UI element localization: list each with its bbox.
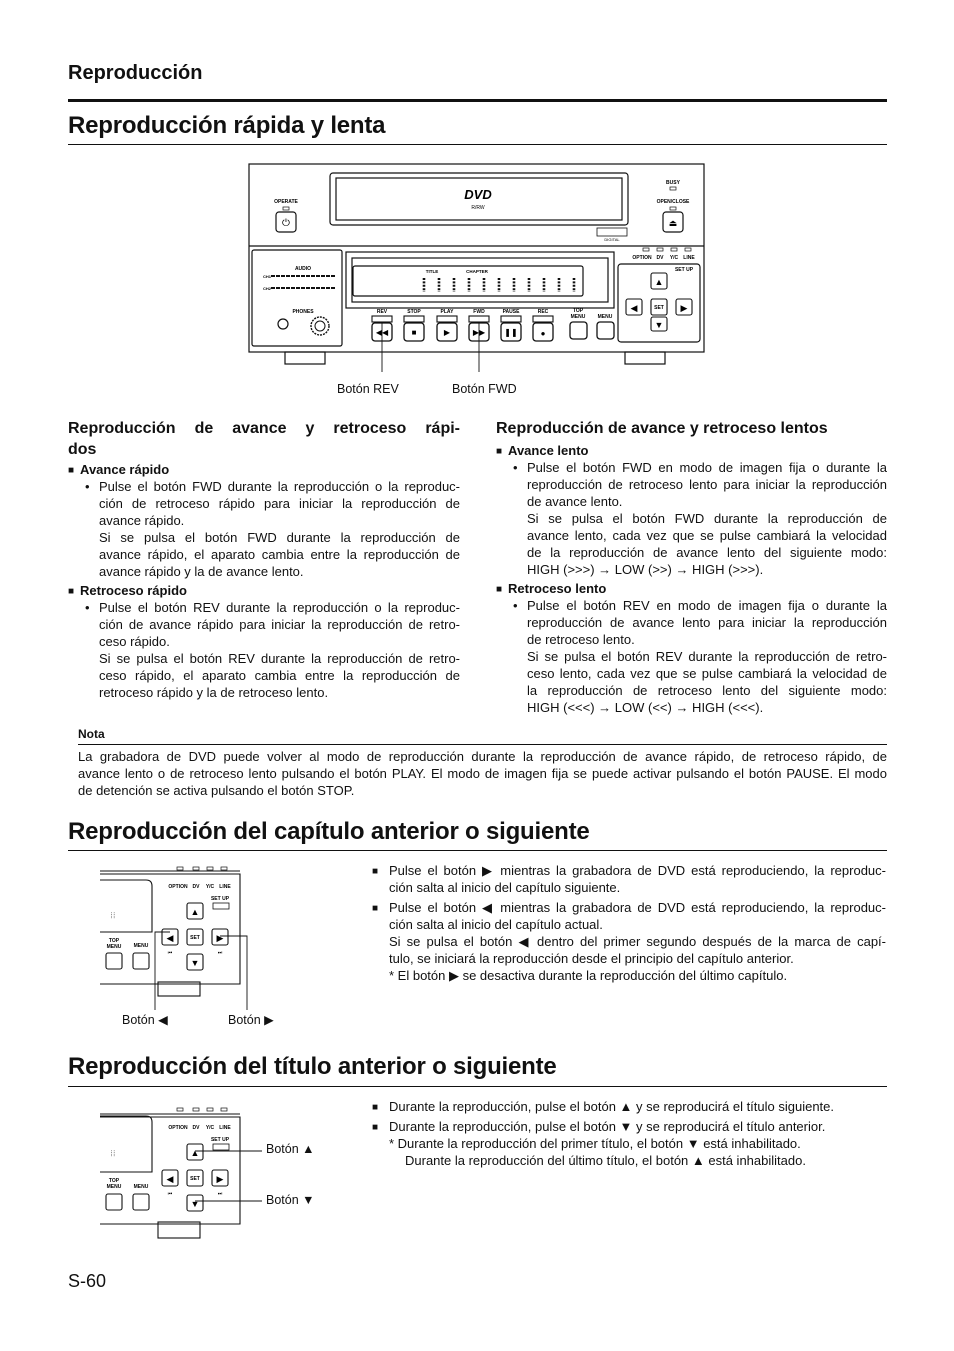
caption-prev-button: Botón ◀ xyxy=(122,1013,168,1027)
note-label: Nota xyxy=(78,727,105,741)
chapter-note: * El botón ▶ se desactiva durante la reproducción del último capítulo. xyxy=(389,968,788,983)
svg-text:TOP: TOP xyxy=(108,938,120,944)
title-bullet-next: ■ Durante la reproducción, pulse el botón ▲ y se reproducirá el título siguiente. xyxy=(369,1098,886,1115)
text-fast-forward: • Pulse el botón FWD durante la reproducción o la reproduc- ción de retroceso rápido para iniciar la reproducción de avance rápido. Si se pulsa el botón FWD durante la reproducción de avance rápido, el aparato cambia entre la reproducción de avance rápido y la de avance lento. xyxy=(68,478,460,580)
caption-rev-button: Botón REV xyxy=(337,382,399,396)
note-rule xyxy=(78,744,887,745)
svg-text:⏏: ⏏ xyxy=(668,218,678,228)
svg-text:SET UP: SET UP xyxy=(210,1137,230,1143)
svg-text:▼: ▼ xyxy=(654,320,664,330)
text-slow-reverse: • Pulse el botón REV en modo de imagen fija o durante la reproducción de avance lento para iniciar la reproducción de retroceso lento. Si se pulsa el botón REV durante la reproducción de retro- ceso lento, cada vez que se pulse cambiará la velocidad de la reproducción de retroceso lento del siguiente modo: HIGH (<<<) → LOW (<<) → HIGH (<<<). xyxy=(496,597,887,716)
svg-text:SET UP: SET UP xyxy=(674,267,694,273)
chapter-bullet-prev: ■ Pulse el botón ◀ mientras la grabadora de DVD está reproduciendo, la reproduc- ción salta al inicio del capítulo actual. Si se pulsa el botón ◀ dentro del primer segundo después de la marca de capí- tulo, se iniciará la reproducción desde el principio del capítulo anterior. xyxy=(369,899,886,967)
menu-button xyxy=(597,322,614,339)
svg-text:Y/C: Y/C xyxy=(669,255,679,261)
svg-text:OPERATE: OPERATE xyxy=(274,199,298,205)
svg-text:LINE: LINE xyxy=(219,1125,231,1131)
svg-text:TITLE: TITLE xyxy=(425,269,439,274)
dvd-logo: DVD xyxy=(464,187,492,202)
dvd-recorder-front-panel xyxy=(240,160,714,372)
title-bullet-prev: ■ Durante la reproducción, pulse el botón ▼ y se reproducirá el título anterior. xyxy=(369,1118,886,1135)
svg-text:⏭: ⏭ xyxy=(217,950,223,956)
sub-slow-forward: ■ Avance lento xyxy=(496,443,887,458)
svg-text:▼: ▼ xyxy=(190,1199,200,1209)
svg-text:⏭: ⏭ xyxy=(217,1191,223,1197)
sub-fast-forward: ■ Avance rápido xyxy=(68,462,460,477)
sub-fast-reverse: ■ Retroceso rápido xyxy=(68,583,460,598)
fast-playback-column: Reproducción de avance y retroceso rápi- dos ■ Avance rápido • Pulse el botón FWD durante la reproducción o la reproduc- ción de retroceso rápido para iniciar la reproducción de avance rápido. Si se pulsa el botón FWD durante la reproducción de avance rápido, el aparato cambia entre la reproducción de avance rápido y la de avance lento. ■ Retroceso rápido • Pulse el botón REV durante la reproducción o la reproduc- ción de avance rápido para iniciar la reproducción de retro- ceso rápido. Si se pulsa el botón REV durante la reproducción de retro- ceso rápido, el aparato cambia entre la reproducción de retroceso rápido y la de retroceso lento. xyxy=(68,418,460,701)
svg-text:CHAPTER: CHAPTER xyxy=(466,269,488,274)
svg-text:SET: SET xyxy=(654,305,664,311)
svg-text:BUSY: BUSY xyxy=(666,180,680,186)
svg-text:SET UP: SET UP xyxy=(210,896,230,902)
title-instructions xyxy=(369,1098,886,1169)
svg-text:DV: DV xyxy=(192,884,200,890)
svg-text:DV: DV xyxy=(192,1125,200,1131)
svg-text:MENU: MENU xyxy=(106,944,122,950)
caption-next-button: Botón ▶ xyxy=(228,1013,274,1027)
sub-slow-reverse: ■ Retroceso lento xyxy=(496,581,887,596)
svg-text:▲: ▲ xyxy=(654,277,664,287)
svg-text:MENU: MENU xyxy=(570,314,586,320)
svg-text:MENU: MENU xyxy=(133,943,149,949)
header-rule xyxy=(68,99,887,102)
svg-text:CH2: CH2 xyxy=(263,286,272,291)
svg-text:▲: ▲ xyxy=(190,1148,200,1158)
svg-text:OPEN/CLOSE: OPEN/CLOSE xyxy=(656,199,690,205)
svg-text:REC: REC xyxy=(537,309,549,315)
svg-text:STOP: STOP xyxy=(407,309,421,315)
svg-text:Y/C: Y/C xyxy=(205,1125,215,1131)
svg-text:■: ■ xyxy=(411,328,417,337)
note-text: La grabadora de DVD puede volver al modo de reproducción durante la reproducción de avance rápido, de retroceso rápido, de avance lento o de retroceso lento pulsando el botón PLAY. El modo de imagen fija se puede activar pulsando el botón PAUSE. El modo de detención se activa pulsando el botón STOP. xyxy=(78,749,887,798)
svg-text:TOP: TOP xyxy=(108,1178,120,1184)
svg-text:PLAY: PLAY xyxy=(440,309,454,315)
svg-text:▶: ▶ xyxy=(443,328,451,337)
svg-text:FWD: FWD xyxy=(473,309,485,315)
svg-text:OPTION: OPTION xyxy=(632,255,652,261)
section-title-chapter: Reproducción del capítulo anterior o siguiente xyxy=(68,818,590,845)
svg-text:DV: DV xyxy=(656,255,664,261)
chapter-instructions xyxy=(369,862,886,984)
svg-text:❚❚: ❚❚ xyxy=(504,328,518,337)
svg-text:TOP: TOP xyxy=(572,308,584,314)
caption-fwd-button: Botón FWD xyxy=(452,382,517,396)
svg-text:OPTION: OPTION xyxy=(168,884,188,890)
svg-text:MENU: MENU xyxy=(133,1184,149,1190)
slow-playback-column xyxy=(496,418,887,716)
svg-text:◀: ◀ xyxy=(166,933,174,943)
caption-up-button: Botón ▲ xyxy=(266,1142,315,1156)
svg-text:MENU: MENU xyxy=(106,1184,122,1190)
svg-text:▼: ▼ xyxy=(190,958,200,968)
title-keys-illustration xyxy=(96,1098,326,1244)
title-section-rule xyxy=(68,1086,887,1087)
svg-text:▶: ▶ xyxy=(216,933,224,943)
svg-text:::::: :::: xyxy=(109,1150,115,1157)
svg-text:REV: REV xyxy=(376,309,388,315)
svg-text:AUDIO: AUDIO xyxy=(294,266,312,272)
svg-text:▶▶: ▶▶ xyxy=(472,328,486,337)
title-rule xyxy=(68,144,887,145)
chapter-title-rule xyxy=(68,850,887,851)
section-title-title: Reproducción del título anterior o siguiente xyxy=(68,1053,557,1080)
svg-text:LINE: LINE xyxy=(219,884,231,890)
chapter-bullet-next: ■ Pulse el botón ▶ mientras la grabadora de DVD está reproduciendo, la reproduc- ción salta al inicio del capítulo siguiente. xyxy=(369,862,886,896)
svg-text:SET: SET xyxy=(190,935,200,941)
svg-text:CH1: CH1 xyxy=(263,274,272,279)
svg-text:◀◀: ◀◀ xyxy=(375,328,389,337)
heading-fast: Reproducción de avance y retroceso rápi- xyxy=(68,420,460,437)
section-title-fast-slow: Reproducción rápida y lenta xyxy=(68,112,386,139)
svg-text:◀: ◀ xyxy=(630,303,638,313)
text-fast-reverse: • Pulse el botón REV durante la reproducción o la reproduc- ción de avance rápido para iniciar la reproducción de retro- ceso rápido. Si se pulsa el botón REV durante la reproducción de retro- ceso rápido, el aparato cambia entre la reproducción de retroceso rápido y la de retroceso lento. xyxy=(68,599,460,701)
svg-text:⏮: ⏮ xyxy=(167,950,173,956)
svg-text:Y/C: Y/C xyxy=(205,884,215,890)
svg-text:⏮: ⏮ xyxy=(167,1191,173,1197)
chapter-keys-illustration xyxy=(96,862,256,1020)
svg-text:SET: SET xyxy=(190,1176,200,1182)
svg-text:▲: ▲ xyxy=(190,907,200,917)
svg-text:◀: ◀ xyxy=(166,1174,174,1184)
svg-text:MENU: MENU xyxy=(597,314,613,320)
svg-text:⏻: ⏻ xyxy=(282,218,290,229)
top-menu-button xyxy=(570,322,587,339)
section-label: Reproducción xyxy=(68,62,203,84)
svg-text:DIGITAL: DIGITAL xyxy=(604,237,620,242)
svg-text:R/RW: R/RW xyxy=(471,205,485,211)
heading-slow: Reproducción de avance y retroceso lentos xyxy=(496,420,828,437)
page-number: S-60 xyxy=(68,1271,107,1291)
svg-text:PHONES: PHONES xyxy=(292,309,314,315)
svg-text:PAUSE: PAUSE xyxy=(502,309,520,315)
text-slow-forward: • Pulse el botón FWD en modo de imagen fija o durante la reproducción de retroceso lento para iniciar la reproducción de avance lento. Si se pulsa el botón FWD durante la reproducción de avance lento, cada vez que se pulse cambiará la velocidad de la reproducción de avance lento del siguiente modo: HIGH (>>>) → LOW (>>) → HIGH (>>>). xyxy=(496,459,887,578)
caption-down-button: Botón ▼ xyxy=(266,1193,315,1207)
svg-text:●: ● xyxy=(540,329,546,338)
svg-text:▶: ▶ xyxy=(680,303,688,313)
svg-text:LINE: LINE xyxy=(683,255,695,261)
title-note-1: * Durante la reproducción del primer título, el botón ▼ está inhabilitado. xyxy=(389,1136,801,1151)
svg-text:OPTION: OPTION xyxy=(168,1125,188,1131)
title-note-2: Durante la reproducción del último título, el botón ▲ está inhabilitado. xyxy=(405,1153,806,1168)
svg-text:::::: :::: xyxy=(109,912,115,919)
svg-text:▶: ▶ xyxy=(216,1174,224,1184)
